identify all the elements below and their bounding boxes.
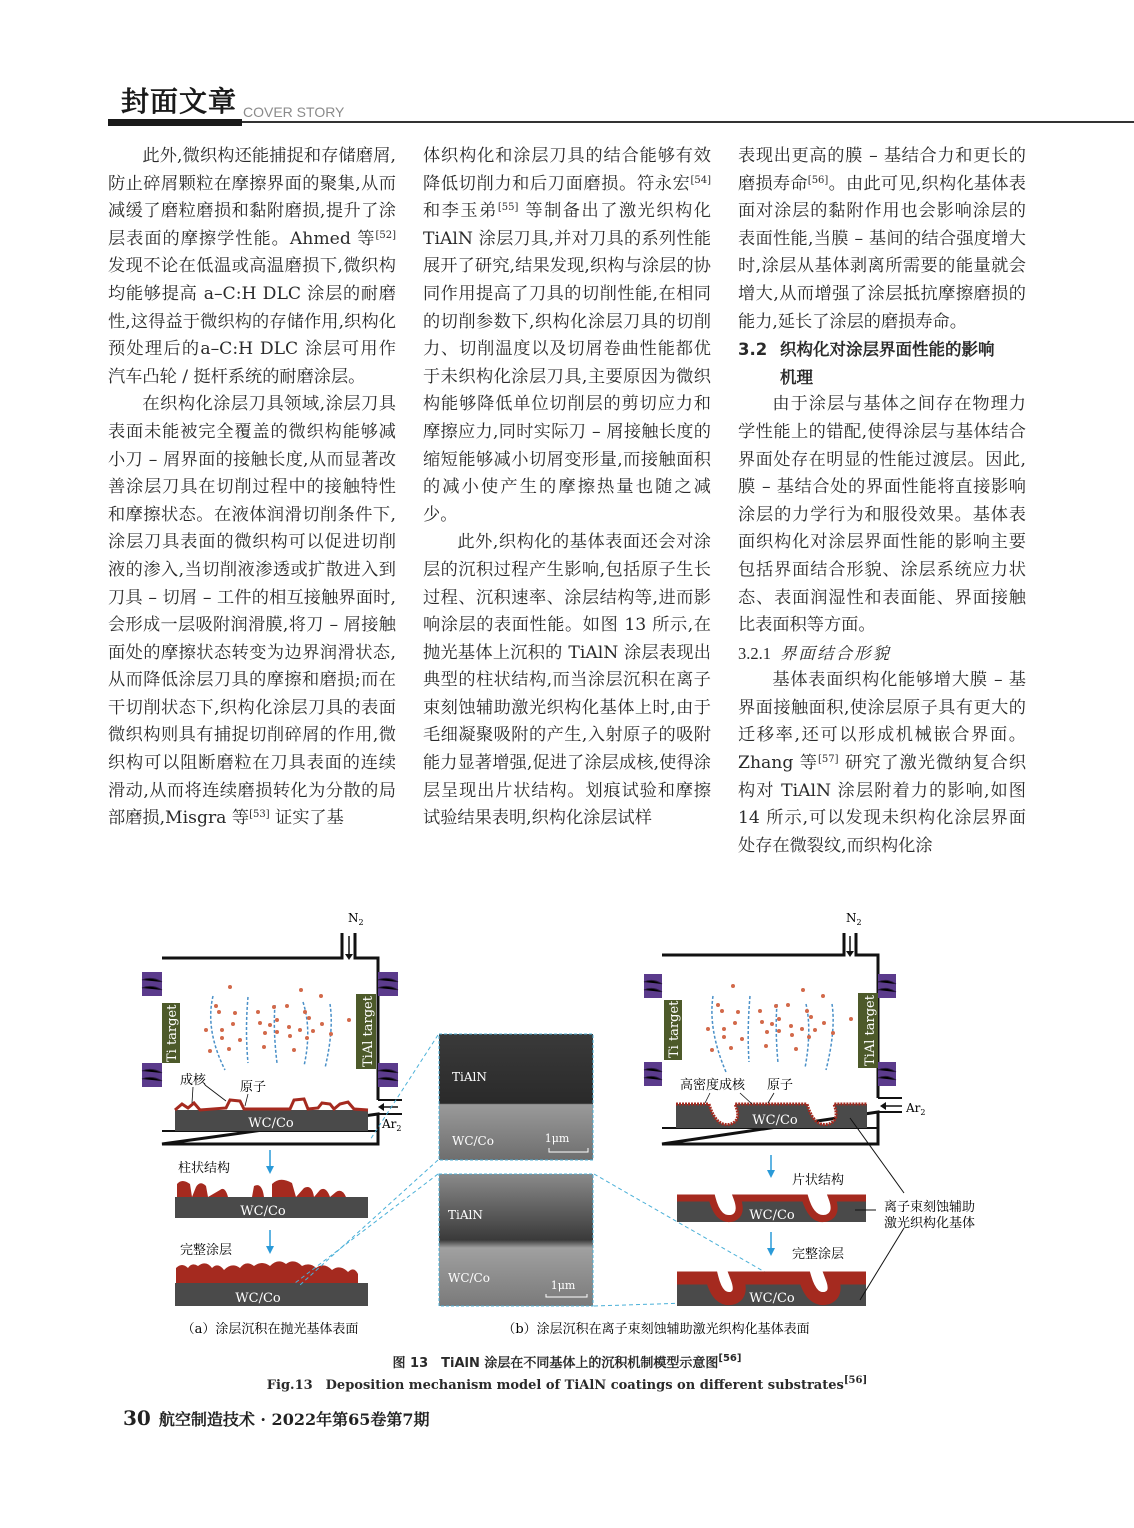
ti-target-label: Ti target (165, 1004, 180, 1062)
nucleation-layer (175, 1099, 368, 1110)
paragraph (738, 667, 1026, 860)
label-atom: 原子 (240, 1080, 267, 1095)
text: 研究了激光微纳复合织构对 TiAlN 涂层附着力的影响,如图 14 所示,可以发现未织构化涂层界面处存在微裂纹,而织构化涂 (738, 753, 1027, 856)
citation[interactable]: [54] (690, 174, 711, 186)
n2-label: $N_2$ (846, 911, 862, 927)
sem-image-bottom (439, 1174, 593, 1306)
chamber-b (644, 911, 926, 1144)
caption-text: Fig.13 Deposition mechanism model of TiAlN coatings on different substrates (266, 1378, 844, 1393)
atoms (706, 984, 853, 1052)
sem-coating-label: TiAlN (448, 1208, 483, 1222)
callout-line-1: 离子束刻蚀辅助 (884, 1200, 976, 1215)
paragraph (108, 391, 396, 833)
text: 证实了基 (269, 808, 344, 829)
paragraph: 此外,织构化的基体表面还会对涂层的沉积过程产生影响,包括原子生长过程、沉积速率、涂层结构等,进而影响涂层的表面性能。如图 13 所示,在抛光基体上沉积的 TiAlN 涂层表现出典型的柱状结构,而当涂层沉积在离子束刻蚀辅助激光织构化基体上时,由于毛细凝聚吸附的产生,入射原子的吸附能力显著增强,促进了涂层成核,使得涂层呈现出片状结构。划痕试验和摩擦试验结果表明,织构化涂层试样 (423, 532, 711, 829)
ar-label: $Ar_2$ (906, 1101, 926, 1117)
figure-13 (0, 900, 1134, 1340)
paragraph (108, 143, 396, 391)
tial-target-label: TiAl target (361, 996, 376, 1067)
ar-label: $Ar_2$ (382, 1117, 402, 1133)
subsection-heading (738, 640, 1026, 668)
text: 。由此可见,织构化基体表面对涂层的黏附作用也会影响涂层的表面性能,当膜 – 基间的结合强度增大时,涂层从基体剥离所需要的能量就会增大,从而增强了涂层抵抗摩擦磨损的能力,延长了涂层的磨损寿命。 (738, 173, 1026, 332)
page-number: 30 (123, 1406, 151, 1430)
citation[interactable]: [56] (807, 174, 829, 186)
ti-target-label: Ti target (667, 1000, 682, 1058)
flow-lines (712, 996, 833, 1072)
substrate-label: WC/Co (749, 1291, 795, 1306)
text-column-1 (108, 143, 396, 833)
tial-target-label: TiAl target (863, 995, 878, 1066)
heading-text-cont: 机理 (780, 367, 813, 387)
citation[interactable]: [56] (843, 1375, 868, 1386)
callout-line-2: 激光织构化基体 (884, 1216, 976, 1231)
substrate-label: WC/Co (248, 1116, 294, 1131)
caption-text: 图 13 TiAlN 涂层在不同基体上的沉积机制模型示意图 (392, 1356, 719, 1371)
text: 发现不论在低温或高温磨损下,微织构均能够提高 a–C:H DLC 涂层的耐磨性,这得益于微织构的存储作用,织构化预处理后的a–C:H DLC 涂层可用作汽车凸轮 / 挺杆系统的耐磨涂层。 (108, 256, 396, 387)
flake-step-b (677, 1155, 866, 1223)
label-complete-coating: 完整涂层 (180, 1243, 233, 1258)
subcaption-a: （a）涂层沉积在抛光基体表面 (181, 1322, 359, 1337)
text: 体织构化和涂层刀具的结合能够有效降低切削力和后刀面磨损。符永宏 (423, 146, 711, 194)
substrate-label: WC/Co (749, 1208, 795, 1223)
page-footer (123, 1406, 430, 1430)
paragraph (423, 143, 711, 529)
heading-text: 界面结合形貌 (780, 643, 891, 663)
complete-coating-step-b (677, 1232, 866, 1306)
heading-number: 3.2 (738, 340, 768, 360)
scale-bar-label: 1μm (550, 1279, 576, 1292)
label-complete-coating: 完整涂层 (792, 1247, 845, 1262)
n2-label: $N_2$ (348, 911, 364, 927)
label-flake-structure: 片状结构 (792, 1173, 845, 1188)
substrate-label: WC/Co (752, 1113, 798, 1128)
complete-coating-step-a (175, 1230, 368, 1306)
text: 此外,微织构还能捕捉和存储磨屑,防止碎屑颗粒在摩擦界面的聚集,从而减缓了磨粒磨损和黏附磨损,提升了涂层表面的摩擦学性能。Ahmed 等 (108, 146, 396, 249)
sem-coating-label: TiAlN (452, 1070, 487, 1084)
citation[interactable]: [55] (497, 202, 519, 214)
substrate-label: WC/Co (240, 1204, 286, 1219)
text-column-3 (738, 143, 1026, 860)
flow-lines (211, 996, 332, 1070)
text: 表现出更高的膜 – 基结合力和更长的磨损寿命 (738, 146, 1026, 194)
citation[interactable]: [57] (818, 754, 839, 766)
heading-number: 3.2.1 (738, 643, 771, 663)
header-rule (242, 121, 1134, 123)
section-subtitle: COVER STORY (243, 104, 345, 120)
scale-bar-label: 1μm (544, 1132, 570, 1145)
sem-image-top (439, 1034, 593, 1160)
heading-text: 织构化对涂层界面性能的影响 (780, 340, 995, 360)
paragraph (738, 143, 1026, 336)
text: 基体表面织构化能够增大膜 – 基界面接触面积,使涂层原子具有更大的迁移率,还可以形成机械嵌合界面。Zhang 等 (738, 670, 1026, 774)
columnar-step-a (175, 1150, 368, 1219)
citation[interactable]: [53] (249, 809, 270, 821)
paragraph: 由于涂层与基体之间存在物理力学性能上的错配,使得涂层与基体结合界面处存在明显的性能过渡层。因此,膜 – 基结合处的界面性能将直接影响涂层的力学行为和服役效果。基体表面织构化对涂层界面性能的影响主要包括界面结合形貌、涂层系统应力状态、表面润湿性和表面能、界面接触比表面积等方面。 (738, 394, 1026, 636)
text: 等制备出了激光织构化 TiAlN 涂层刀具,并对刀具的系列性能展开了研究,结果发现,织构与涂层的协同作用提高了刀具的切削性能,在相同的切削参数下,织构化涂层刀具的切削力、切削温度以及切屑卷曲性能都优于未织构化涂层刀具,主要原因为微织构能够降低单位切削层的剪切应力和摩擦应力,同时实际刀 – 屑接触长度的缩短能够减小切屑变形量,而接触面积的减小使产生的摩擦热量也随之减少。 (423, 201, 711, 525)
journal-info: 航空制造技术 · 2022年第65卷第7期 (158, 1410, 430, 1429)
label-high-density-nucleation: 高密度成核 (680, 1078, 746, 1093)
sem-substrate-label: WC/Co (452, 1134, 494, 1148)
section-heading (738, 336, 1026, 391)
header-bar (108, 119, 242, 126)
sem-substrate-label: WC/Co (448, 1271, 490, 1285)
citation[interactable]: [52] (375, 229, 396, 241)
text-column-2 (423, 143, 711, 833)
text: 和李玉弟 (423, 201, 498, 222)
label-columnar: 柱状结构 (178, 1161, 231, 1176)
section-title: 封面文章 (121, 85, 238, 118)
citation[interactable]: [56] (718, 1353, 742, 1364)
label-atom: 原子 (767, 1078, 794, 1093)
label-nucleation: 成核 (180, 1073, 207, 1088)
chamber-a (142, 911, 402, 1144)
figure-caption-cn (0, 1352, 1134, 1371)
substrate-label: WC/Co (235, 1291, 281, 1306)
text: 在织构化涂层刀具领域,涂层刀具表面未能被完全覆盖的微织构能够减小刀 – 屑界面的接触长度,从而显著改善涂层刀具在切削过程中的接触特性和摩擦状态。在液体润滑切削条件下,涂层刀具表面的微织构可以促进切削液的渗入,当切削液渗透或扩散进入到刀具 – 切屑 – 工件的相互接触界面时,会形成一层吸附润滑膜,将刀 – 屑接触面处的摩擦状态转变为边界润滑状态,从而降低涂层刀具的摩擦和磨损;而在干切削状态下,织构化涂层刀具的表面微织构则具有捕捉切削碎屑的作用,微织构可以阻断磨粒在刀具表面的连续滑动,从而将连续磨损转化为分散的局部磨损,Misgra 等 (108, 394, 396, 829)
subcaption-b: （b）涂层沉积在离子束刻蚀辅助激光织构化基体表面 (502, 1322, 810, 1337)
atoms (204, 985, 351, 1053)
figure-caption-en (0, 1374, 1134, 1393)
